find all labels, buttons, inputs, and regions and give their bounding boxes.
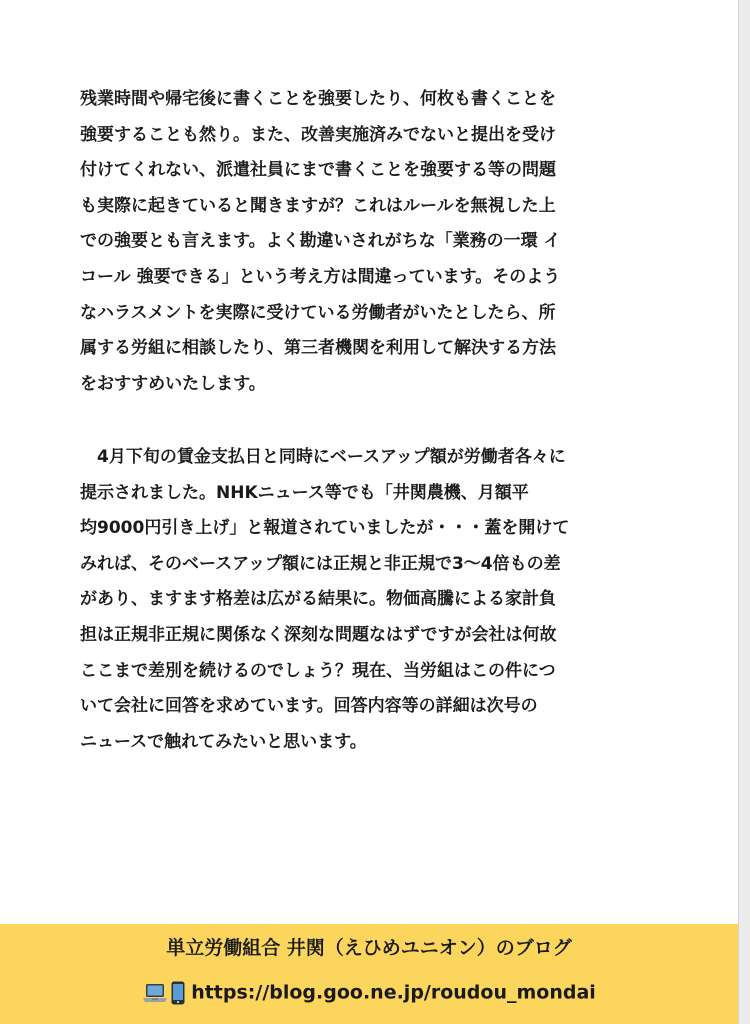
article-paragraph-2: 4月下旬の賃金支払日と同時にベースアップ額が労働者各々に 提示されました。NHKニュース等でも「井関農機、月額平 均9000円引き上げ」と報道されていましたが・・・蓋を開けて みれば、そのベースアップ額には正規と非正規で3〜4倍もの差 があり、ますます格差は広がる結果に。物価高騰による家計負 担は正規非正規に関係なく深刻な問題なはずですが会社は何故 ここまで差別を続けるのでしょう？現在、当労組はこの件につ いて会社に回答を求めています。回答内容等の詳細は次号の ニュースで触れてみたいと思います。 (80, 447, 570, 752)
article-paragraph-1: 残業時間や帰宅後に書くことを強要したり、何枚も書くことを 強要することも然り。また、改善実施済みでないと提出を受け 付けてくれない、派遣社員にまで書くことを強要する等の問題 も実際に起きていると聞きますが？これはルールを無視した上 での強要とも言えます。よく勘違いされがちな「業務の一環 イ コール 強要できる」という考え方は間違っています。そのよう なハラスメントを実際に受けている労働者がいたとしたら、所 属する労組に相談したり、第三者機関を利用して解決する方法 をおすすめいたします。 (80, 89, 561, 394)
page-edge (738, 0, 750, 1024)
laptop-icon (142, 983, 168, 1003)
blog-url-row (0, 978, 738, 1007)
blog-footer-banner (0, 924, 738, 1024)
blog-title: 単立労働組合 井関（えひめユニオン）のブログ (166, 937, 572, 959)
mobile-phone-icon (171, 981, 185, 1005)
blog-url-link[interactable]: https://blog.goo.ne.jp/roudou_mondai (191, 981, 596, 1004)
